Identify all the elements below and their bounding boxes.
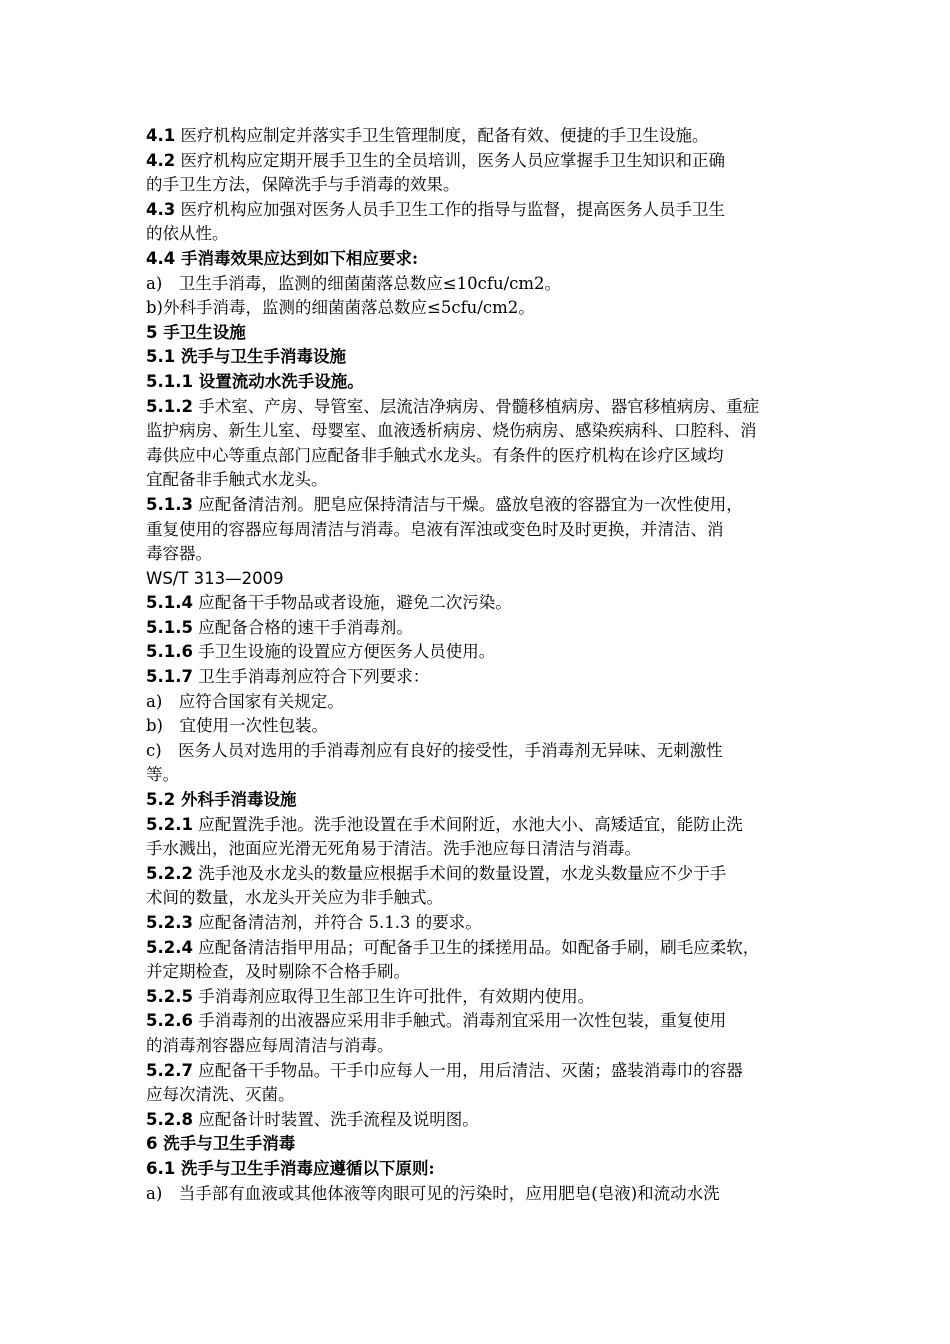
clause-number: 5.2.2 — [146, 863, 193, 883]
text-line — [146, 173, 812, 198]
clause-number: 5.2.6 — [146, 1011, 193, 1031]
clause-number: 6 — [146, 1134, 158, 1154]
text-line — [146, 690, 812, 715]
clause-number: 5.2.5 — [146, 986, 193, 1006]
line-text: 手卫生设施 — [157, 322, 246, 342]
line-text: 医疗机构应制定并落实手卫生管理制度，配备有效、便捷的手卫生设施。 — [175, 126, 709, 145]
clause-number: 4.2 — [146, 150, 176, 170]
clause-number: 5.1 — [146, 347, 176, 367]
text-line — [146, 911, 812, 936]
clause-number: 5.1.4 — [146, 593, 193, 613]
line-text: 应配备清洁剂。肥皂应保持清洁与干燥。盛放皂液的容器宜为一次性使用， — [192, 494, 743, 514]
line-text: 手术室、产房、导管室、层流洁净病房、骨髓移植病房、器官移植病房、重症 — [192, 396, 760, 416]
line-text: 手消毒剂的出液器应采用非手触式。消毒剂宜采用一次性包装，重复使用 — [192, 1011, 727, 1031]
line-text: 的手卫生方法，保障洗手与手消毒的效果。 — [146, 175, 460, 195]
line-text: 毒容器。 — [146, 544, 212, 564]
line-text: 应配备干手物品或者设施，避免二次污染。 — [192, 593, 512, 613]
text-line — [146, 936, 812, 961]
line-text: WS/T 313—2009 — [146, 568, 284, 588]
clause-number: 5.2.4 — [146, 937, 193, 957]
line-text: b)外科手消毒，监测的细菌菌落总数应≤5cfu/cm2。 — [146, 298, 535, 318]
text-line — [146, 813, 812, 838]
line-text: 手消毒效果应达到如下相应要求: — [175, 248, 419, 268]
clause-number: 4.3 — [146, 199, 176, 219]
document-body — [146, 124, 812, 1206]
line-text: 手消毒剂应取得卫生部卫生许可批件，有效期内使用。 — [192, 986, 595, 1006]
line-text: 应配置洗手池。洗手池设置在手术间附近，水池大小、高矮适宜，能防止洗 — [192, 814, 743, 834]
text-line — [146, 518, 812, 543]
line-text: 洗手与卫生手消毒应遵循以下原则: — [175, 1158, 435, 1178]
clause-number: 4.4 — [146, 248, 176, 268]
line-text: 毒供应中心等重点部门应配备非手触式水龙头。有条件的医疗机构在诊疗区域均 — [146, 445, 724, 465]
clause-number: 5.2.3 — [146, 913, 193, 932]
line-text: 手水溅出，池面应光滑无死角易于清洁。洗手池应每日清洁与消毒。 — [146, 839, 641, 859]
text-line — [146, 1083, 812, 1108]
line-text: 洗手与卫生手消毒设施 — [175, 347, 346, 367]
text-line — [146, 1034, 812, 1059]
clause-number: 5.1.5 — [146, 617, 193, 637]
line-text: 医疗机构应定期开展手卫生的全员培训，医务人员应掌握手卫生知识和正确 — [175, 150, 725, 170]
clause-number: 5.1.6 — [146, 642, 193, 662]
line-text: c) 医务人员对选用的手消毒剂应有良好的接受性，手消毒剂无异味、无刺激性 — [146, 740, 723, 760]
text-line — [146, 739, 812, 764]
text-line — [146, 198, 812, 223]
text-line — [146, 468, 812, 493]
line-text: 并定期检查，及时剔除不合格手刷。 — [146, 962, 410, 982]
text-line — [146, 1182, 812, 1207]
line-text: 洗手池及水龙头的数量应根据手术间的数量设置，水龙头数量应不少于手 — [192, 863, 727, 883]
text-line — [146, 222, 812, 247]
line-text: 的依从性。 — [146, 224, 229, 244]
text-line — [146, 395, 812, 420]
text-line — [146, 1059, 812, 1084]
text-line — [146, 370, 812, 395]
text-line — [146, 296, 812, 321]
text-line — [146, 837, 812, 862]
clause-number: 5.2.8 — [146, 1109, 193, 1129]
text-line — [146, 1132, 812, 1157]
clause-number: 5.1.1 — [146, 371, 193, 391]
line-text: 外科手消毒设施 — [175, 790, 297, 810]
text-line — [146, 616, 812, 641]
text-line — [146, 763, 812, 788]
line-text: 应配备清洁剂，并符合 5.1.3 的要求。 — [192, 913, 482, 932]
line-text: 应配备干手物品。干手巾应每人一用，用后清洁、灭菌；盛装消毒巾的容器 — [192, 1060, 743, 1080]
line-text: 卫生手消毒剂应符合下列要求： — [192, 667, 430, 687]
clause-number: 5.2.1 — [146, 814, 193, 834]
text-line — [146, 1108, 812, 1133]
line-text: b) 宜使用一次性包装。 — [146, 716, 328, 736]
line-text: 手卫生设施的设置应方便医务人员使用。 — [192, 642, 496, 662]
line-text: a) 卫生手消毒，监测的细菌菌落总数应≤10cfu/cm2。 — [146, 273, 562, 293]
line-text: 宜配备非手触式水龙头。 — [146, 470, 328, 490]
text-line — [146, 788, 812, 813]
clause-number: 6.1 — [146, 1158, 176, 1178]
text-line — [146, 345, 812, 370]
clause-number: 5.1.2 — [146, 396, 193, 416]
text-line — [146, 542, 812, 567]
text-line — [146, 444, 812, 469]
text-line — [146, 247, 812, 272]
clause-number: 5 — [146, 322, 158, 342]
text-line — [146, 321, 812, 346]
line-text: 应配备计时装置、洗手流程及说明图。 — [192, 1109, 479, 1129]
text-line — [146, 640, 812, 665]
line-text: 洗手与卫生手消毒 — [157, 1134, 296, 1154]
text-line — [146, 149, 812, 174]
clause-number: 5.2.7 — [146, 1060, 193, 1080]
line-text: 的消毒剂容器应每周清洁与消毒。 — [146, 1035, 394, 1055]
line-text: 医疗机构应加强对医务人员手卫生工作的指导与监督，提高医务人员手卫生 — [175, 199, 725, 219]
text-line — [146, 862, 812, 887]
text-line — [146, 886, 812, 911]
line-text: 术间的数量，水龙头开关应为非手触式。 — [146, 888, 443, 908]
line-text: 等。 — [146, 765, 179, 785]
line-text: 应配备合格的速干手消毒剂。 — [192, 617, 413, 637]
text-line — [146, 985, 812, 1010]
line-text: a) 应符合国家有关规定。 — [146, 691, 344, 711]
text-line — [146, 567, 812, 592]
line-text: 应配备清洁指甲用品；可配备手卫生的揉搓用品。如配备手刷，刷毛应柔软， — [192, 937, 760, 957]
text-line — [146, 419, 812, 444]
clause-number: 5.1.7 — [146, 667, 193, 687]
line-text: 重复使用的容器应每周清洁与消毒。皂液有浑浊或变色时及时更换，并清洁、消 — [146, 519, 724, 539]
clause-number: 4.1 — [146, 126, 176, 145]
text-line — [146, 665, 812, 690]
text-line — [146, 272, 812, 297]
text-line — [146, 960, 812, 985]
line-text: a) 当手部有血液或其他体液等肉眼可见的污染时，应用肥皂(皂液)和流动水洗 — [146, 1183, 720, 1203]
text-line — [146, 591, 812, 616]
text-line — [146, 493, 812, 518]
text-line — [146, 1157, 812, 1182]
line-text: 设置流动水洗手设施。 — [192, 371, 364, 391]
text-line — [146, 124, 812, 149]
clause-number: 5.1.3 — [146, 494, 193, 514]
line-text: 应每次清洗、灭菌。 — [146, 1085, 295, 1105]
line-text: 监护病房、新生儿室、母婴室、血液透析病房、烧伤病房、感染疾病科、口腔科、消 — [146, 421, 757, 441]
clause-number: 5.2 — [146, 790, 176, 810]
text-line — [146, 714, 812, 739]
text-line — [146, 1009, 812, 1034]
